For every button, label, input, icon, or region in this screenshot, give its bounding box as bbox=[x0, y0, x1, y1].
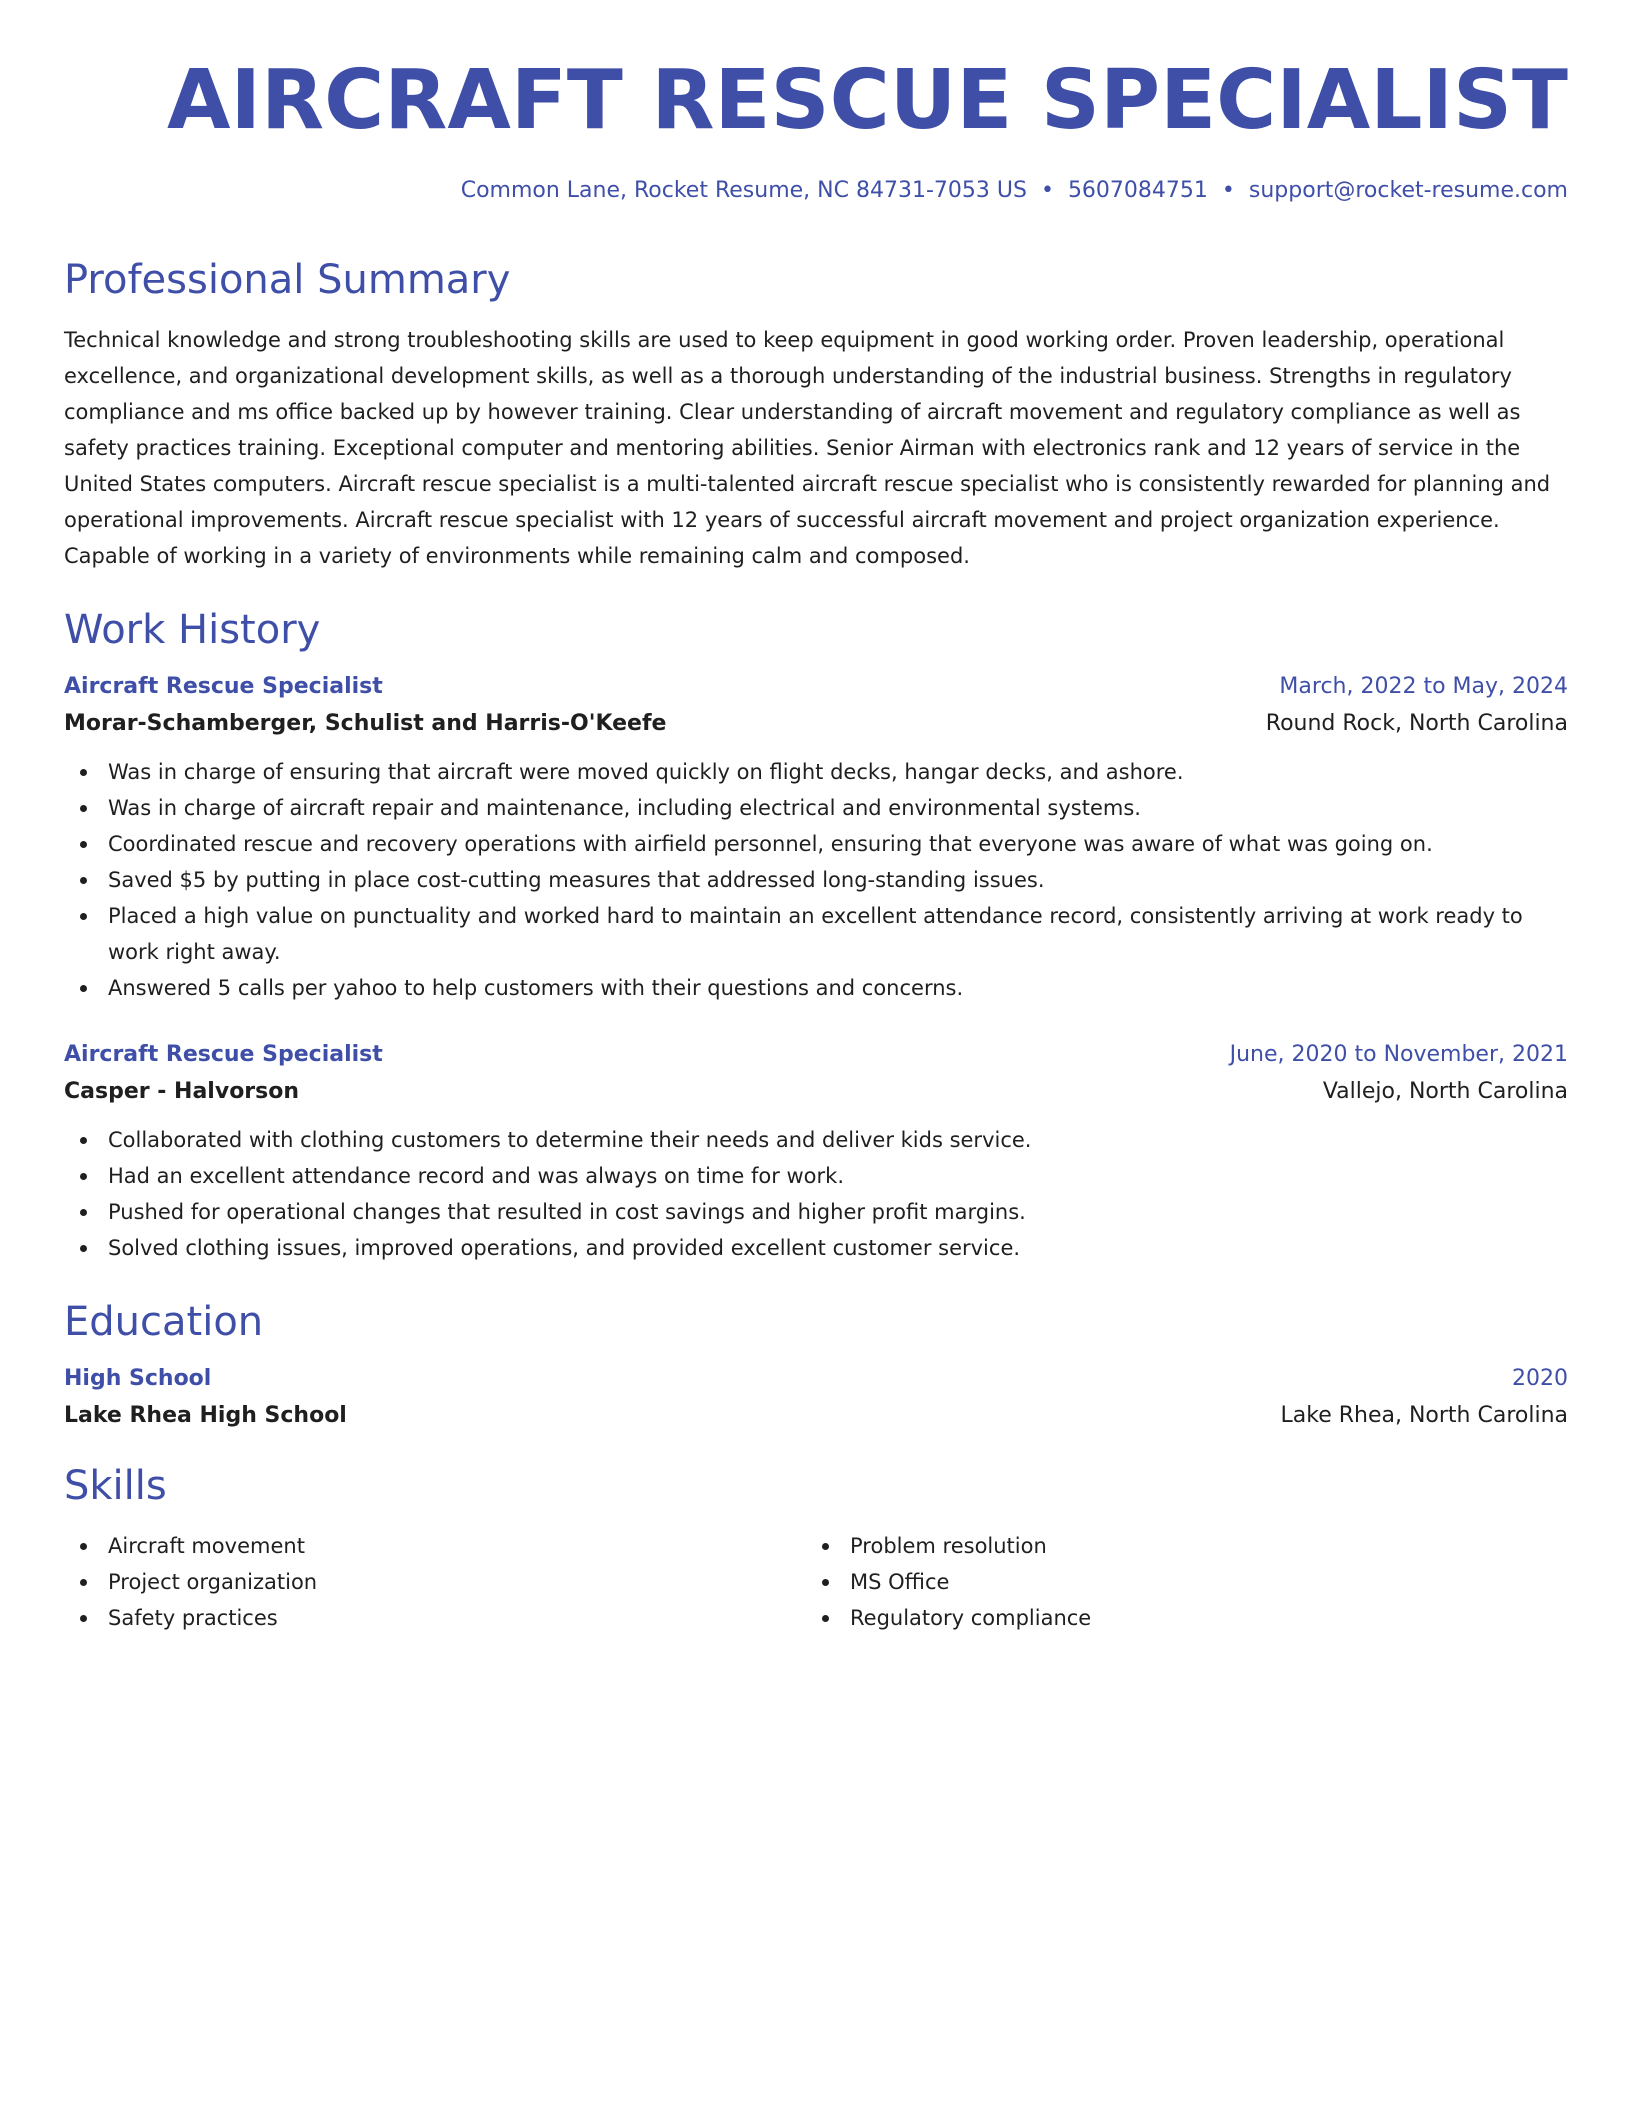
job-title: Aircraft Rescue Specialist bbox=[64, 1042, 383, 1068]
skills-list-left bbox=[64, 1528, 806, 1636]
list-item: Was in charge of ensuring that aircraft were moved quickly on flight decks, hangar decks, and ashore. bbox=[64, 754, 1568, 790]
list-item: Pushed for operational changes that resulted in cost savings and higher profit margins. bbox=[64, 1194, 1568, 1230]
job-title: Aircraft Rescue Specialist bbox=[64, 674, 383, 700]
job-company-row bbox=[64, 699, 1568, 736]
job-location: Vallejo, North Carolina bbox=[1322, 1079, 1568, 1105]
list-item: Solved clothing issues, improved operations, and provided excellent customer service. bbox=[64, 1230, 1568, 1266]
job-company: Casper - Halvorson bbox=[64, 1079, 300, 1105]
education-entry bbox=[64, 1366, 1568, 1428]
skills-heading: Skills bbox=[64, 1463, 167, 1510]
list-item: Was in charge of aircraft repair and maintenance, including electrical and environmental systems. bbox=[64, 790, 1568, 826]
job-duties-list bbox=[64, 754, 1568, 1006]
education-year: 2020 bbox=[1512, 1366, 1568, 1392]
list-item: Answered 5 calls per yahoo to help customers with their questions and concerns. bbox=[64, 970, 1568, 1006]
list-item: Coordinated rescue and recovery operations with airfield personnel, ensuring that everyone was aware of what was going on. bbox=[64, 826, 1568, 862]
education-heading: Education bbox=[64, 1299, 264, 1346]
education-header-row bbox=[64, 1366, 1568, 1391]
job-location: Round Rock, North Carolina bbox=[1265, 711, 1568, 737]
skill-item: MS Office bbox=[806, 1564, 1548, 1600]
job-entry bbox=[64, 674, 1568, 1006]
job-dates: March, 2022 to May, 2024 bbox=[1279, 674, 1568, 700]
resume-page bbox=[64, 0, 1568, 1636]
job-header-row bbox=[64, 1042, 1568, 1067]
education-degree: High School bbox=[64, 1366, 212, 1392]
contact-email[interactable]: support@rocket-resume.com bbox=[1248, 178, 1568, 203]
skill-item: Project organization bbox=[64, 1564, 806, 1600]
contact-separator: • bbox=[1040, 178, 1054, 203]
contact-address: Common Lane, Rocket Resume, NC 84731-7053 US bbox=[460, 178, 1027, 203]
contact-phone: 5607084751 bbox=[1067, 178, 1208, 203]
list-item: Saved $5 by putting in place cost-cutting measures that addressed long-standing issues. bbox=[64, 862, 1568, 898]
list-item: Collaborated with clothing customers to determine their needs and deliver kids service. bbox=[64, 1122, 1568, 1158]
contact-separator: • bbox=[1221, 178, 1235, 203]
education-school-row bbox=[64, 1391, 1568, 1428]
skill-item: Regulatory compliance bbox=[806, 1600, 1548, 1636]
skill-item: Aircraft movement bbox=[64, 1528, 806, 1564]
job-header-row bbox=[64, 674, 1568, 699]
work-history-heading: Work History bbox=[64, 607, 321, 654]
education-location: Lake Rhea, North Carolina bbox=[1280, 1403, 1568, 1429]
skill-item: Problem resolution bbox=[806, 1528, 1548, 1564]
education-school: Lake Rhea High School bbox=[64, 1403, 347, 1429]
summary-heading: Professional Summary bbox=[64, 257, 511, 304]
job-company-row bbox=[64, 1067, 1568, 1104]
list-item: Had an excellent attendance record and was always on time for work. bbox=[64, 1158, 1568, 1194]
job-company: Morar-Schamberger, Schulist and Harris-O'Keefe bbox=[64, 711, 667, 737]
job-entry bbox=[64, 1042, 1568, 1266]
candidate-name: AIRCRAFT RESCUE SPECIALIST bbox=[166, 53, 1568, 148]
list-item: Placed a high value on punctuality and worked hard to maintain an excellent attendance record, consistently arriving at work ready to work right away. bbox=[64, 898, 1568, 970]
summary-text: Technical knowledge and strong troubleshooting skills are used to keep equipment in good working order. Proven leadership, operational excellence, and organizational development skills, as well as a thorough understanding of the industrial business. Strengths in regulatory compliance and ms office backed up by however training. Clear understanding of aircraft movement and regulatory compliance as well as safety practices training. Exceptional computer and mentoring abilities. Senior Airman with electronics rank and 12 years of service in the United States computers. Aircraft rescue specialist is a multi-talented aircraft rescue specialist who is consistently rewarded for planning and operational improvements. Aircraft rescue specialist with 12 years of successful aircraft movement and project organization experience. Capable of working in a variety of environments while remaining calm and composed. bbox=[64, 328, 1551, 569]
skills-list-right bbox=[806, 1528, 1548, 1636]
job-dates: June, 2020 to November, 2021 bbox=[1229, 1042, 1568, 1068]
skills-grid bbox=[64, 1528, 1568, 1636]
skill-item: Safety practices bbox=[64, 1600, 806, 1636]
contact-line bbox=[64, 178, 1568, 204]
job-duties-list bbox=[64, 1122, 1568, 1266]
